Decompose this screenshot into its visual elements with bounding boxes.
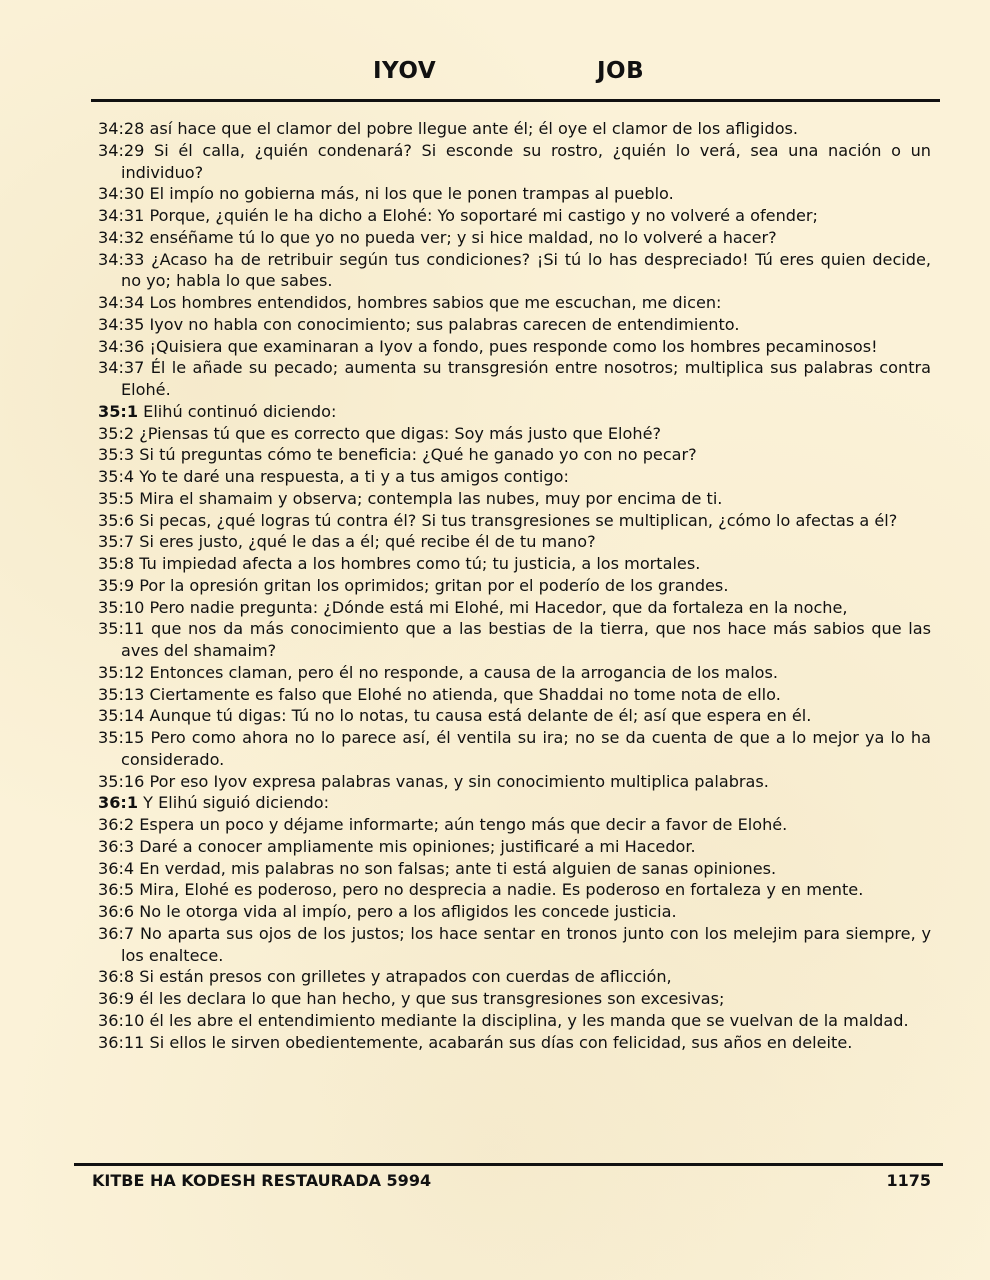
verse <box>98 814 931 836</box>
page-number: 1175 <box>886 1171 931 1190</box>
book-title-spanish: JOB <box>597 58 645 84</box>
verse <box>98 314 931 336</box>
verse-number: 34:36 <box>98 336 145 356</box>
verse-number: 36:2 <box>98 815 135 834</box>
footer-rule <box>74 1163 943 1166</box>
verse-number: 34:35 <box>98 314 145 334</box>
verse-number: 35:2 <box>98 423 135 443</box>
verse-text: enséñame tú lo que yo no pueda ver; y si hice maldad, no lo volveré a hacer? <box>149 227 777 247</box>
verse-text: Espera un poco y déjame informarte; aún tengo más que decir a favor de Elohé. <box>139 815 788 834</box>
verse-text: No le otorga vida al impío, pero a los afligidos les concede justicia. <box>139 902 677 921</box>
verse-number: 36:5 <box>98 880 135 900</box>
verse-number: 35:1 <box>98 401 139 421</box>
verse-number: 35:4 <box>98 467 135 486</box>
verse-number: 35:8 <box>98 554 135 573</box>
verse-text: Si están presos con grilletes y atrapados con cuerdas de aflicción, <box>139 967 672 987</box>
verse-text: Los hombres entendidos, hombres sabios que me escuchan, me dicen: <box>149 293 722 312</box>
verse-number: 36:4 <box>98 858 135 878</box>
verse <box>98 466 931 488</box>
verse-text: él les abre el entendimiento mediante la disciplina, y les manda que se vuelvan de la maldad. <box>149 1010 909 1030</box>
footer-edition: KITBE HA KODESH RESTAURADA 5994 <box>92 1171 432 1190</box>
verse-text: Si pecas, ¿qué logras tú contra él? Si tus transgresiones se multiplican, ¿cómo lo afectas a él? <box>139 510 898 530</box>
verse-text: Si eres justo, ¿qué le das a él; qué recibe él de tu mano? <box>139 532 596 552</box>
verse <box>98 118 931 140</box>
verse-text: No aparta sus ojos de los justos; los hace sentar en tronos junto con los melejim para siempre, y los enaltece. <box>121 923 931 965</box>
verse-text: así hace que el clamor del pobre llegue ante él; él oye el clamor de los afligidos. <box>149 119 799 138</box>
verse <box>98 510 931 532</box>
verse-text: que nos da más conocimiento que a las bestias de la tierra, que nos hace más sabios que las aves del shamaim? <box>121 619 931 660</box>
header-rule <box>91 99 940 102</box>
verse-number: 35:13 <box>98 684 145 704</box>
verse-number: 35:3 <box>98 445 135 465</box>
verse <box>98 597 931 619</box>
verse-text: Daré a conocer ampliamente mis opiniones; justificaré a mi Hacedor. <box>139 836 696 856</box>
verse <box>98 357 931 401</box>
verse-number: 35:12 <box>98 662 145 682</box>
verse-text: Ciertamente es falso que Elohé no atienda, que Shaddai no tome nota de ello. <box>149 684 781 704</box>
verse <box>98 531 931 553</box>
verse <box>98 553 931 575</box>
verse <box>98 444 931 466</box>
verse-text: Porque, ¿quién le ha dicho a Elohé: Yo soportaré mi castigo y no volveré a ofender; <box>149 206 818 225</box>
verse <box>98 423 931 445</box>
verse <box>98 988 931 1010</box>
verse-text: Mira el shamaim y observa; contempla las nubes, muy por encima de ti. <box>139 488 723 508</box>
verse-number: 36:3 <box>98 836 135 856</box>
verse <box>98 488 931 510</box>
verse-text: Entonces claman, pero él no responde, a causa de la arrogancia de los malos. <box>149 662 779 682</box>
verse-text: Mira, Elohé es poderoso, pero no desprecia a nadie. Es poderoso en fortaleza y en mente. <box>139 880 864 900</box>
verse-list <box>98 118 931 1053</box>
verse <box>98 771 931 793</box>
verse-text: El impío no gobierna más, ni los que le ponen trampas al pueblo. <box>149 184 674 204</box>
verse-text: Pero como ahora no lo parece así, él ventila su ira; no se da cuenta de que a lo mejor ya lo ha considerado. <box>121 728 931 769</box>
verse <box>98 401 931 423</box>
verse <box>98 227 931 249</box>
verse-text: ¿Piensas tú que es correcto que digas: Soy más justo que Elohé? <box>139 423 662 443</box>
verse-number: 34:31 <box>98 206 145 225</box>
verse-number: 34:33 <box>98 249 145 269</box>
verse-number: 35:10 <box>98 597 145 617</box>
verse <box>98 705 931 727</box>
verse <box>98 901 931 923</box>
verse <box>98 879 931 901</box>
verse-number: 34:32 <box>98 227 145 247</box>
verse <box>98 183 931 205</box>
verse-text: En verdad, mis palabras no son falsas; ante ti está alguien de sanas opiniones. <box>139 858 777 878</box>
verse <box>98 662 931 684</box>
verse-text: ¿Acaso ha de retribuir según tus condiciones? ¡Si tú lo has despreciado! Tú eres quien decide, no yo; habla lo que sabes. <box>121 249 931 291</box>
verse-number: 34:37 <box>98 358 145 378</box>
verse-number: 34:30 <box>98 184 145 204</box>
verse-text: Aunque tú digas: Tú no lo notas, tu causa está delante de él; así que espera en él. <box>149 706 812 726</box>
verse-number: 34:28 <box>98 119 145 138</box>
verse <box>98 684 931 706</box>
verse <box>98 249 931 293</box>
verse-number: 35:14 <box>98 706 145 726</box>
verse-number: 36:7 <box>98 923 135 943</box>
verse <box>98 858 931 880</box>
verse <box>98 292 931 314</box>
verse-text: Elihú continuó diciendo: <box>143 401 337 421</box>
verse-text: Por la opresión gritan los oprimidos; gritan por el poderío de los grandes. <box>139 575 729 595</box>
verse-text: Y Elihú siguió diciendo: <box>143 793 330 813</box>
verse-number: 35:15 <box>98 728 145 747</box>
page-header <box>0 58 990 90</box>
verse-text: él les declara lo que han hecho, y que sus transgresiones son excesivas; <box>139 989 725 1008</box>
verse <box>98 140 931 184</box>
verse-number: 36:10 <box>98 1010 145 1030</box>
verse-text: Si tú preguntas cómo te beneficia: ¿Qué he ganado yo con no pecar? <box>139 445 697 465</box>
verse-number: 36:11 <box>98 1032 145 1052</box>
verse-number: 36:6 <box>98 902 135 921</box>
verse-text: Él le añade su pecado; aumenta su transgresión entre nosotros; multiplica sus palabras contra Elohé. <box>121 358 931 399</box>
verse <box>98 727 931 771</box>
verse-number: 34:34 <box>98 293 145 312</box>
verse <box>98 336 931 358</box>
verse <box>98 1032 931 1054</box>
verse <box>98 205 931 227</box>
verse-number: 35:6 <box>98 510 135 530</box>
verse-text: Pero nadie pregunta: ¿Dónde está mi Elohé, mi Hacedor, que da fortaleza en la noche, <box>149 597 848 617</box>
verse <box>98 575 931 597</box>
verse-text: Por eso Iyov expresa palabras vanas, y sin conocimiento multiplica palabras. <box>149 771 769 791</box>
verse <box>98 966 931 988</box>
verse-number: 35:7 <box>98 532 135 552</box>
verse-number: 36:9 <box>98 989 135 1008</box>
verse-text: Si él calla, ¿quién condenará? Si esconde su rostro, ¿quién lo verá, sea una nación o un individuo? <box>121 140 931 182</box>
verse <box>98 792 931 814</box>
verse-number: 35:9 <box>98 575 135 595</box>
verse <box>98 923 931 967</box>
verse-number: 35:11 <box>98 619 145 639</box>
verse-text: Si ellos le sirven obedientemente, acabarán sus días con felicidad, sus años en deleite. <box>149 1032 853 1052</box>
verse-text: Tu impiedad afecta a los hombres como tú; tu justicia, a los mortales. <box>139 554 701 573</box>
verse-number: 36:1 <box>98 793 139 813</box>
verse-number: 35:16 <box>98 771 145 791</box>
verse <box>98 618 931 662</box>
verse-number: 35:5 <box>98 488 135 508</box>
verse <box>98 836 931 858</box>
verse-number: 36:8 <box>98 967 135 987</box>
verse-text: Iyov no habla con conocimiento; sus palabras carecen de entendimiento. <box>149 314 740 334</box>
verse-text: Yo te daré una respuesta, a ti y a tus amigos contigo: <box>139 467 569 486</box>
verse-text: ¡Quisiera que examinaran a Iyov a fondo, pues responde como los hombres pecaminosos! <box>149 336 878 356</box>
verse <box>98 1010 931 1032</box>
verse-number: 34:29 <box>98 140 145 160</box>
book-title-hebrew: IYOV <box>373 58 437 84</box>
